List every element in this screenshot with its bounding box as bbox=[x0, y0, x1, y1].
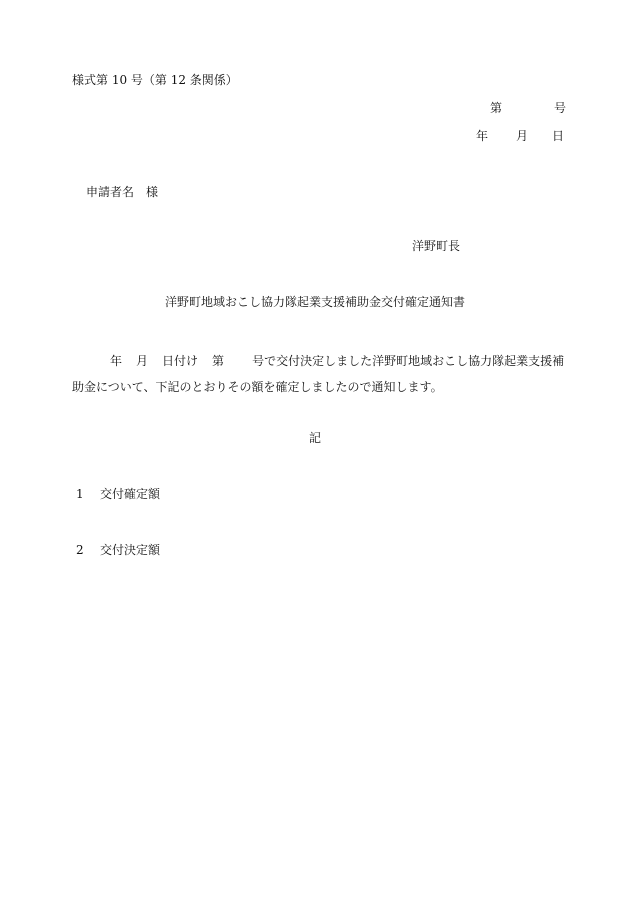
date-year: 年 bbox=[476, 129, 489, 143]
document-title: 洋野町地域おこし協力隊起業支援補助金交付確定通知書 bbox=[164, 295, 465, 309]
body-year: 年 bbox=[110, 354, 123, 368]
addressee bbox=[86, 186, 158, 198]
issuer: 洋野町長 bbox=[412, 239, 461, 253]
list-item bbox=[76, 544, 160, 556]
document-number-prefix: 第 bbox=[490, 101, 503, 115]
form-number: 様式第 10 号（第 12 条関係） bbox=[72, 73, 238, 87]
date-day: 日 bbox=[551, 129, 564, 143]
item-number: 2 bbox=[76, 543, 84, 557]
body-no-prefix: 第 bbox=[212, 354, 225, 368]
body-dated: 日付け bbox=[162, 354, 199, 368]
date-month: 月 bbox=[516, 129, 529, 143]
body-text: 号で交付決定しました洋野町地域おこし協力隊起業支援補助金について、下記のとおりその額を確定しましたので通知します。 bbox=[72, 354, 565, 394]
document-number-suffix: 号 bbox=[553, 101, 566, 115]
addressee-suffix: 様 bbox=[146, 185, 159, 199]
addressee-name: 申請者名 bbox=[86, 185, 135, 199]
item-label: 交付確定額 bbox=[100, 487, 161, 501]
ki-heading: 記 bbox=[308, 431, 321, 445]
item-number: 1 bbox=[76, 487, 84, 501]
body-month: 月 bbox=[136, 354, 149, 368]
list-item bbox=[76, 488, 160, 500]
body-paragraph bbox=[72, 348, 572, 400]
item-label: 交付決定額 bbox=[100, 543, 161, 557]
